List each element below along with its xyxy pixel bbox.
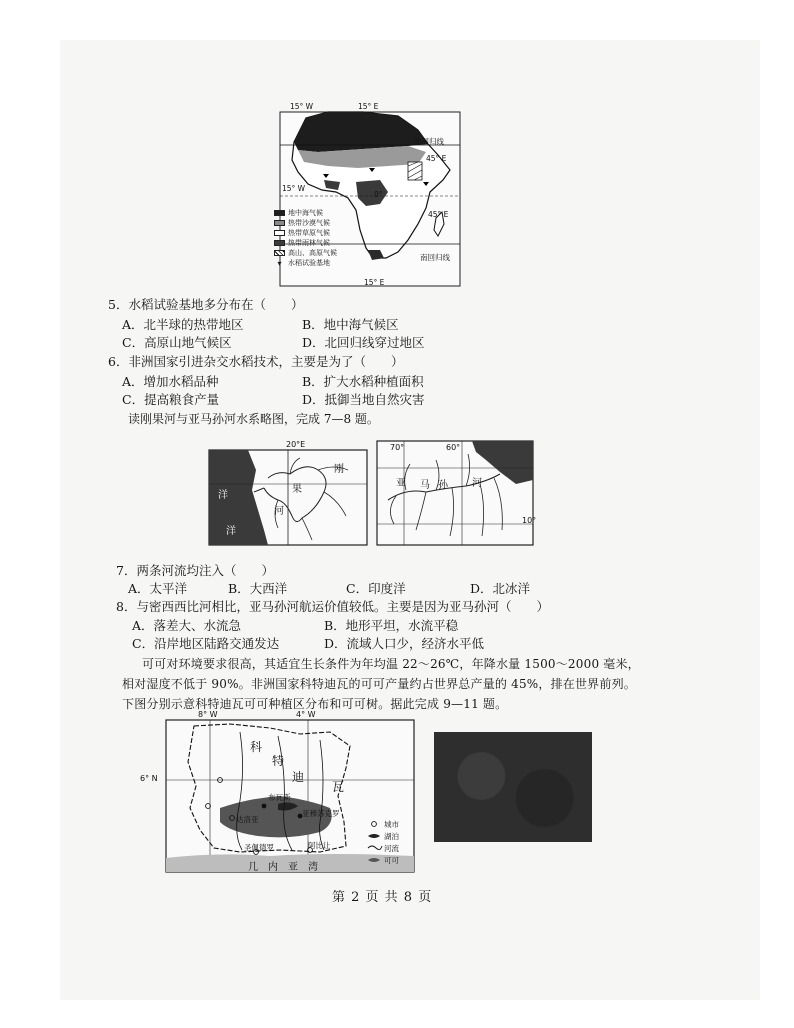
congo-ocean-label-2: 洋 — [226, 526, 236, 537]
country-char-4: 瓦 — [332, 780, 345, 794]
africa-climate-map — [268, 100, 468, 290]
amazon-river-char-4: 河 — [472, 478, 482, 489]
congo-lon-label: 20°E — [286, 440, 306, 449]
coord-15w-top: 15° W — [290, 102, 314, 111]
page-number: 第 2 页 共 8 页 — [332, 890, 433, 905]
question-5-option-c[interactable]: C．高原山地气候区 — [122, 335, 232, 350]
amazon-map-graphic — [376, 440, 536, 546]
question-5-option-b[interactable]: B．地中海气候区 — [302, 317, 399, 332]
amazon-lat-label: 10° — [522, 516, 537, 525]
amazon-river-char-1: 亚 — [396, 478, 406, 489]
city-label: 阿比让 — [308, 841, 331, 850]
country-char-3: 迪 — [292, 770, 305, 784]
legend-swatch-desert — [274, 220, 285, 226]
legend-label: 水稻试验基地 — [288, 259, 330, 267]
question-7-option-b[interactable]: B．大西洋 — [228, 581, 288, 596]
rice-base-marker-icon: ▾ — [277, 258, 282, 268]
question-5-stem: 5．水稻试验基地多分布在（ ） — [108, 297, 304, 312]
amazon-lon-label: 70° — [390, 443, 405, 452]
question-7-stem: 7．两条河流均注入（ ） — [116, 563, 274, 578]
amazon-river-char-2: 马 — [420, 480, 430, 491]
congo-river-char-3: 河 — [274, 506, 284, 517]
legend-swatch-highland — [274, 250, 285, 256]
cote-divoire-cocoa-map — [140, 710, 418, 876]
question-5-option-a[interactable]: A．北半球的热带地区 — [122, 317, 244, 332]
coord-equator: 0° — [374, 190, 383, 199]
map-lon-4w: 4° W — [296, 710, 316, 719]
question-8-option-b[interactable]: B．地形平坦，水流平稳 — [324, 618, 459, 633]
coord-45e-b: 45° E — [428, 210, 449, 219]
legend-swatch-savanna — [274, 230, 285, 236]
amazon-river-char-3: 孙 — [438, 480, 448, 491]
tropic-south-label: 南回归线 — [420, 253, 450, 262]
city-label: 亚穆苏克罗 — [302, 809, 340, 818]
legend-label: 湖泊 — [384, 832, 399, 841]
question-7-option-c[interactable]: C．印度洋 — [346, 581, 406, 596]
legend-swatch-rainforest — [274, 240, 285, 246]
question-8-option-a[interactable]: A．落差大、水流急 — [132, 618, 242, 633]
congo-river-char-2: 果 — [292, 484, 302, 495]
africa-map-legend — [274, 208, 337, 268]
cocoa-paragraph-line-3: 下图分别示意科特迪瓦可可种植区分布和可可树。据此完成 9—11 题。 — [122, 697, 508, 711]
amazon-lon2-label: 60° — [446, 443, 461, 452]
congo-ocean-label: 洋 — [218, 490, 228, 501]
legend-label: 热带雨林气候 — [288, 239, 330, 247]
city-label: 布瓦斯 — [268, 793, 291, 802]
amazon-river-map — [376, 440, 536, 546]
tropic-north-label: 北回归线 — [414, 137, 444, 146]
cocoa-paragraph-line-2: 相对湿度不低于 90%。非洲国家科特迪瓦的可可产量约占世界总产量的 45%，排在世界前列。 — [122, 677, 636, 691]
legend-label: 城市 — [384, 820, 399, 829]
question-6-option-a[interactable]: A．增加水稻品种 — [122, 374, 219, 389]
gulf-label: 几 内 亚 湾 — [248, 862, 318, 873]
legend-label: 可可 — [384, 856, 399, 865]
question-8-stem: 8．与密西西比河相比，亚马孙河航运价值较低。主要是因为亚马孙河（ ） — [116, 599, 549, 614]
legend-label: 河流 — [384, 844, 399, 853]
map-lat-6n: 6° N — [140, 774, 158, 783]
question-6-stem: 6．非洲国家引进杂交水稻技术，主要是为了（ ） — [108, 354, 404, 369]
legend-label: 热带草原气候 — [288, 229, 330, 237]
cocoa-tree-photo — [434, 732, 592, 842]
legend-swatch-mediterranean — [274, 210, 285, 216]
question-6-option-d[interactable]: D．抵御当地自然灾害 — [302, 392, 425, 407]
congo-river-map — [208, 440, 368, 546]
country-char-1: 科 — [250, 740, 263, 754]
congo-river-char-1: 刚 — [334, 464, 344, 475]
question-5-option-d[interactable]: D．北回归线穿过地区 — [302, 335, 425, 350]
cocoa-paragraph-line-1: 可可对环境要求很高，其适宜生长条件为年均温 22～26℃，年降水量 1500～2000 毫米， — [142, 657, 640, 671]
legend-label: 热带沙漠气候 — [288, 219, 330, 227]
question-6-option-c[interactable]: C．提高粮食产量 — [122, 392, 220, 407]
question-8-option-c[interactable]: C．沿岸地区陆路交通发达 — [132, 636, 280, 651]
country-char-2: 特 — [272, 754, 285, 768]
coord-15e-top: 15° E — [358, 102, 379, 111]
question-8-option-d[interactable]: D．流域人口少，经济水平低 — [324, 636, 485, 651]
question-7-option-d[interactable]: D．北冰洋 — [470, 581, 531, 596]
legend-label: 高山、高原气候 — [288, 249, 337, 257]
coord-45e: 45° E — [426, 154, 447, 163]
map-lon-8w: 8° W — [198, 710, 218, 719]
question-7-option-a[interactable]: A．太平洋 — [128, 581, 188, 596]
intro-questions-7-8: 读刚果河与亚马孙河水系略图，完成 7—8 题。 — [128, 412, 379, 426]
city-label: 达洛亚 — [236, 815, 259, 824]
coord-15e-bottom: 15° E — [364, 278, 385, 287]
legend-label: 地中海气候 — [288, 209, 323, 217]
city-label: 圣佩德罗 — [244, 843, 274, 852]
coord-15w-mid: 15° W — [282, 184, 306, 193]
question-6-option-b[interactable]: B．扩大水稻种植面积 — [302, 374, 424, 389]
